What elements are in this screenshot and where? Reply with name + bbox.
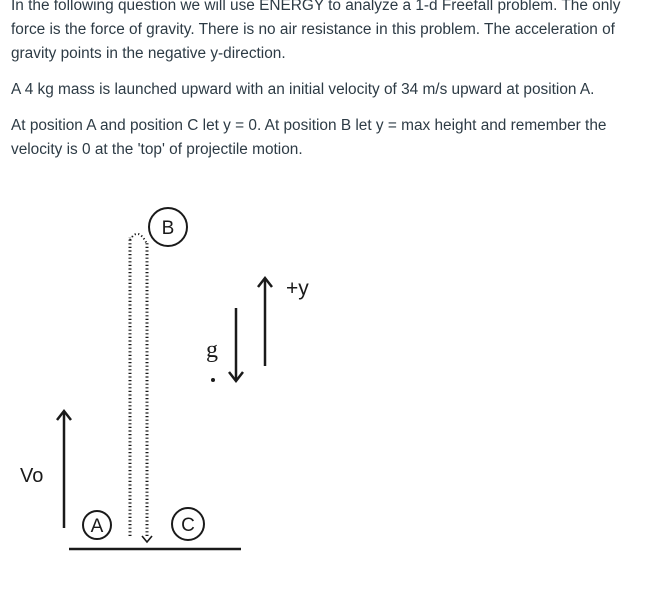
gravity-dot [211, 378, 215, 382]
gravity-label: g [206, 337, 218, 363]
position-a-marker [83, 511, 111, 539]
position-c-label: C [181, 515, 195, 536]
positive-y-label: +y [286, 277, 309, 300]
question-paragraph-launch: A 4 kg mass is launched upward with an initial velocity of 34 m/s upward at position A. [11, 81, 595, 98]
position-b-marker [149, 208, 187, 246]
position-a-label: A [90, 516, 104, 537]
gravity-arrow [229, 308, 243, 381]
position-c-marker [172, 508, 204, 540]
initial-velocity-arrow [57, 411, 71, 528]
position-b-label: B [161, 218, 175, 239]
question-paragraph-intro: In the following question we will use ENERGY to analyze a 1-d Freefall problem. The only force is the force of gravity. There is no air resistance in this problem. The acceleration of gravity points in the negative y-direction. [11, 0, 621, 62]
initial-velocity-label: Vo [20, 465, 44, 487]
question-paragraph-positions: At position A and position C let y = 0. At position B let y = max height and remember the velocity is 0 at the 'top' of projectile motion. [11, 117, 607, 158]
trajectory-top-curve [130, 234, 147, 244]
positive-y-arrow [258, 278, 272, 366]
trajectory-down-arrow-icon [142, 536, 152, 542]
